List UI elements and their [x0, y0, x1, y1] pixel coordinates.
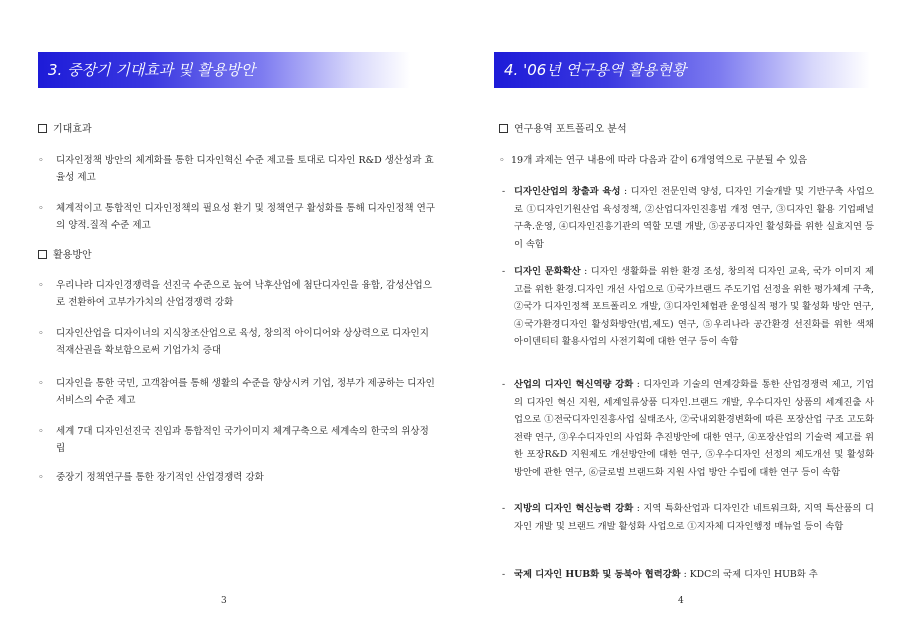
item-title: 디자인 문화확산: [514, 266, 581, 277]
section-banner-left: 3. 중장기 기대효과 및 활용방안: [38, 52, 410, 88]
list-item-text: 디자인정책 방안의 체계화를 통한 디자인혁신 수준 제고를 토대로 디자인 R&D 생산성과 효율성 제고: [56, 155, 434, 183]
square-bullet-icon: [499, 124, 508, 133]
item-title: 지방의 디자인 혁신능력 강화: [514, 503, 634, 514]
bullet-icon: ◦: [499, 155, 505, 166]
dash-icon: -: [502, 503, 506, 514]
item-text: : KDC의 국제 디자인 HUB화 추: [680, 569, 818, 580]
right-page: [452, 0, 904, 637]
heading-utilization: [38, 247, 92, 264]
bullet-icon: ◦: [38, 426, 44, 437]
item-title: 산업의 디자인 혁신역량 강화: [514, 379, 634, 390]
intro-text: 19개 과제는 연구 내용에 따라 다음과 같이 6개영역으로 구분될 수 있음: [511, 155, 808, 166]
list-item-text: 디자인을 통한 국민, 고객참여를 통해 생활의 수준을 향상시켜 기업, 정부가 제공하는 디자인서비스의 수준 제고: [56, 378, 435, 406]
dash-icon: -: [502, 569, 506, 580]
item-text: : 디자인과 기술의 연계강화를 통한 산업경쟁력 제고, 기업의 디자인 혁신 지원, 세계일류상품 디자인.브랜드 개발, 우수디자인 상품의 세계진출 사업으로 ①전국디자인진흥사업 실태조사, ②국내외환경변화에 따른 포장산업 구조 고도화 전략 연구, ③우수디자인의 사업화 추진방안에 대한 연구, ④포장산업의 기술력 제고를 위한 포장R&D 지원제도 개선방안에 대한 연구, ⑤우수디자인 선정의 제도개선 및 활성화 방안에 관한 연구, ⑥글로벌 브랜드화 지원 사업 방안 수립에 대한 연구 등이 속함: [514, 379, 874, 478]
item-text: : 디자인 전문인력 양성, 디자인 기술개발 및 기반구축 사업으로 ①디자인기원산업 육성정책, ②산업디자인진흥법 개정 연구, ③디자인 활용 기업패널 구축.운영, ④디자인진흥기관의 역할 모델 개발, ⑤공공디자인 활성화를 위한 실효지연 등이 속함: [514, 186, 874, 250]
item-title: 디자인산업의 창출과 육성: [514, 186, 621, 197]
dash-icon: -: [502, 186, 506, 197]
item-text: : 디자인 생활화를 위한 환경 조성, 창의적 디자인 교육, 국가 이미지 제고를 위한 환경.디자인 개선 사업으로 ①국가브랜드 주도기업 선정을 위한 평가체계 구축, ②국가 디자인정책 포트폴리오 개발, ③디자인체험관 운영실적 평가 및 활성화 방안 연구, ④국가환경디자인 활성화방안(법,제도) 연구, ⑤우리나라 공간환경 선진화를 위한 색채 아이덴티티 활용사업의 사전기획에 대한 연구 등이 속함: [514, 266, 874, 348]
item-text: : 지역 특화산업과 디자인간 네트워크화, 지역 특산품의 디자인 개발 및 브랜드 개발 활성화 사업으로 ①지자체 디자인행정 매뉴얼 등이 속함: [514, 503, 874, 532]
heading-text: 기대효과: [53, 124, 92, 135]
square-bullet-icon: [38, 250, 47, 259]
dash-icon: -: [502, 379, 506, 390]
list-item-text: 우리나라 디자인경쟁력을 선진국 수준으로 높여 낙후산업에 첨단디자인을 융합, 감성산업으로 전환하여 고부가가치의 산업경쟁력 강화: [56, 280, 432, 308]
square-bullet-icon: [38, 124, 47, 133]
page-number: 3: [221, 596, 227, 606]
list-item-text: 중장기 정책연구를 통한 장기적인 산업경쟁력 강화: [56, 472, 264, 483]
bullet-icon: ◦: [38, 155, 44, 166]
item-title: 국제 디자인 HUB화 및 동북아 협력강화: [514, 569, 681, 580]
list-item-text: 세계 7대 디자인선진국 진입과 통합적인 국가이미지 체계구축으로 세계속의 한국의 위상정립: [56, 426, 429, 454]
bullet-icon: ◦: [38, 203, 44, 214]
bullet-icon: ◦: [38, 280, 44, 291]
heading-portfolio-analysis: [499, 121, 627, 138]
list-item-text: 디자인산업을 디자이너의 지식창조산업으로 육성, 창의적 아이디어와 상상력으로 디자인지적재산권을 확보함으로써 기업가치 증대: [56, 328, 429, 356]
list-item-text: 체계적이고 통합적인 디자인정책의 필요성 환기 및 정책연구 활성화를 통해 디자인정책 연구의 양적.질적 수준 제고: [56, 203, 435, 231]
section-banner-right: 4. '06년 연구용역 활용현황: [494, 52, 870, 88]
dash-icon: -: [502, 266, 506, 277]
heading-expected-effects: [38, 121, 92, 138]
heading-text: 연구용역 포트폴리오 분석: [514, 124, 627, 135]
heading-text: 활용방안: [53, 250, 92, 261]
bullet-icon: ◦: [38, 472, 44, 483]
bullet-icon: ◦: [38, 328, 44, 339]
page-number: 4: [678, 596, 684, 606]
bullet-icon: ◦: [38, 378, 44, 389]
